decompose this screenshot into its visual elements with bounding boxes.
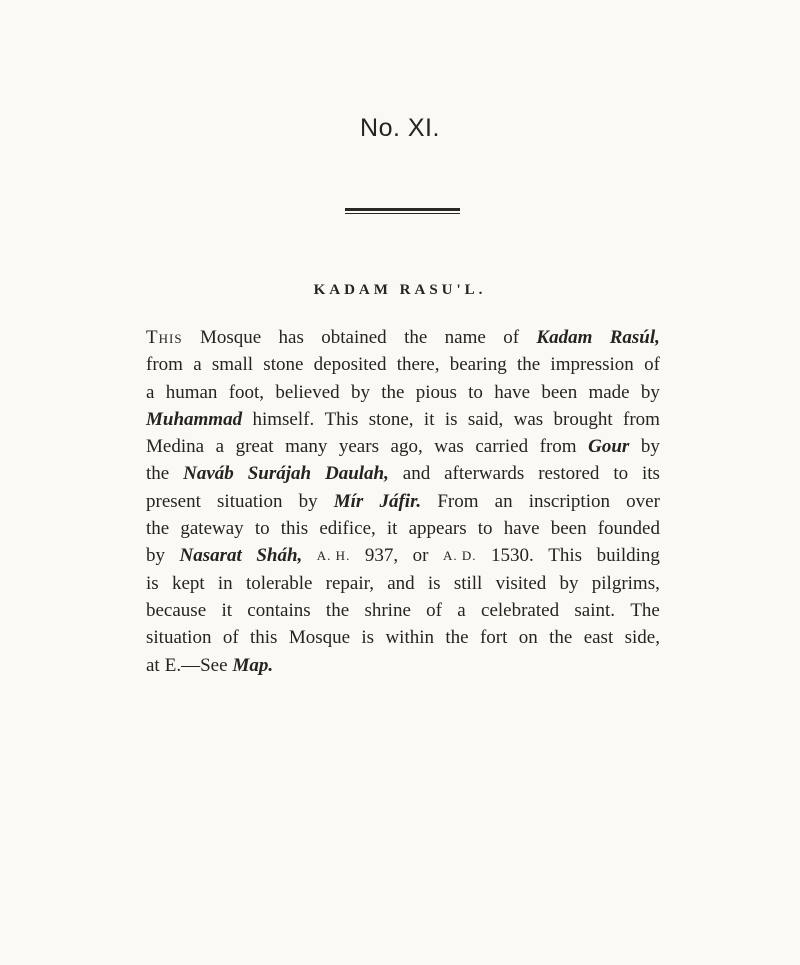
word: tolerable [245,572,313,594]
text-line-6 [146,460,660,487]
word: brought [553,408,613,430]
word: by [640,381,660,403]
word: impression [550,354,634,376]
word: to [468,381,483,403]
word: kept [171,572,205,594]
italic-term: Muhammad [146,408,243,430]
italic-term: Daulah, [324,463,389,485]
word: from [623,408,660,430]
italic-term: Gour [588,436,630,458]
word: over [626,490,660,512]
word: the [381,381,405,403]
italic-term: Naváb [183,463,234,485]
word: was [513,408,544,430]
word: present [146,490,201,512]
word: appears [408,518,467,540]
word: been [541,381,578,403]
word: an [494,490,513,512]
word: at [146,654,160,676]
word: restored [538,463,600,485]
italic-term: Sháh, [256,545,303,567]
rule-thin [345,213,460,214]
word: stone [263,354,304,376]
word: the [445,627,469,649]
word: of [503,327,520,348]
word: visited [495,572,547,594]
word: still [453,572,483,594]
era-abbreviation: A. D. [442,548,477,564]
year: 1530. [491,545,534,567]
word: edifice, [319,518,376,540]
word: stone, [368,408,414,430]
era-abbreviation: A. H. [316,548,351,564]
word: is [444,408,458,430]
italic-term: Nasarat [179,545,242,567]
word: contains [247,599,311,621]
word: Medina [146,436,205,458]
word: said, [467,408,504,430]
word: the [516,354,541,376]
word: situation [217,490,283,512]
word: have [494,381,531,403]
word: deposited [313,354,387,376]
word: a [215,436,225,458]
word: is [361,627,375,649]
text-line-12 [146,624,660,651]
word: has [278,327,304,348]
italic-term: Rasúl, [609,327,660,348]
word: great [235,436,274,458]
text-line-13 [146,652,660,679]
word: was [434,436,464,458]
word: a [193,354,202,376]
word: bearing [449,354,507,376]
word: is [146,572,159,594]
word: from [539,436,577,458]
word: human [165,381,218,403]
word: in [217,572,233,594]
word: inscription [528,490,610,512]
word: on [518,627,538,649]
word: afterwards [444,463,525,485]
word: Mosque [288,627,351,649]
word: pilgrims, [591,572,660,594]
word: by [640,436,660,458]
word: pious [415,381,457,403]
word: foot, [228,381,265,403]
word: ago, [390,436,423,458]
word: the [146,463,170,485]
text-line-4 [146,406,660,433]
word: this [280,518,309,540]
word: by [298,490,318,512]
word: the [404,327,428,348]
word: shrine [364,599,411,621]
italic-term: Jáfir. [379,490,422,512]
body-paragraph [146,324,660,679]
word: E.—See [164,654,228,676]
text-line-10 [146,570,660,597]
word: from [146,354,183,376]
word: the [549,627,573,649]
word: building [596,545,660,567]
word: of [644,354,660,376]
section-title: KADAM RASU'L. [313,282,487,298]
word: a [146,381,155,403]
word: to [254,518,270,540]
decorative-rule [345,208,460,214]
word: years [338,436,379,458]
word: situation [146,627,212,649]
word: to [613,463,629,485]
word: repair, [325,572,374,594]
word: celebrated [481,599,560,621]
word: many [285,436,328,458]
word: or [412,545,429,567]
map-reference: Map. [232,654,274,676]
word: saint. [574,599,616,621]
word: fort [479,627,508,649]
word: side, [624,627,660,649]
italic-term: Mír [333,490,364,512]
word: its [642,463,660,485]
word: the [146,518,170,540]
word: This [146,327,183,348]
text-line-5 [146,433,660,460]
word: Mosque [199,327,262,348]
word: by [350,381,370,403]
word: of [222,627,239,649]
text-line-7 [146,488,660,515]
word: it [386,518,398,540]
text-line-8 [146,515,660,542]
word: founded [597,518,660,540]
plate-number: No. XI. [360,114,440,142]
year: 937, [364,545,399,567]
word: been [550,518,587,540]
word: and [402,463,431,485]
text-line-11 [146,597,660,624]
word: is [427,572,441,594]
word: this [250,627,278,649]
word: made [588,381,630,403]
word: by [559,572,579,594]
word: there, [396,354,440,376]
word: east [583,627,614,649]
word: The [630,599,660,621]
word: This [548,545,583,567]
italic-term: Surájah [247,463,312,485]
word: gateway [180,518,244,540]
word: This [324,408,359,430]
word: it [423,408,435,430]
word: and [387,572,415,594]
word: a [457,599,466,621]
word: because [146,599,207,621]
text-line-3 [146,379,660,406]
text-line-9 [146,542,660,569]
word: carried [475,436,529,458]
word: the [325,599,350,621]
word: believed [275,381,340,403]
text-line-1 [146,324,660,351]
word: small [211,354,254,376]
word: it [221,599,232,621]
word: himself. [252,408,315,430]
word: From [437,490,479,512]
rule-thick [345,208,460,211]
word: name [444,327,486,348]
word: of [426,599,442,621]
word: to [477,518,493,540]
word: by [146,545,165,567]
italic-term: Kadam [536,327,593,348]
word: have [503,518,540,540]
word: obtained [321,327,387,348]
text-line-2 [146,351,660,378]
word: within [385,627,435,649]
